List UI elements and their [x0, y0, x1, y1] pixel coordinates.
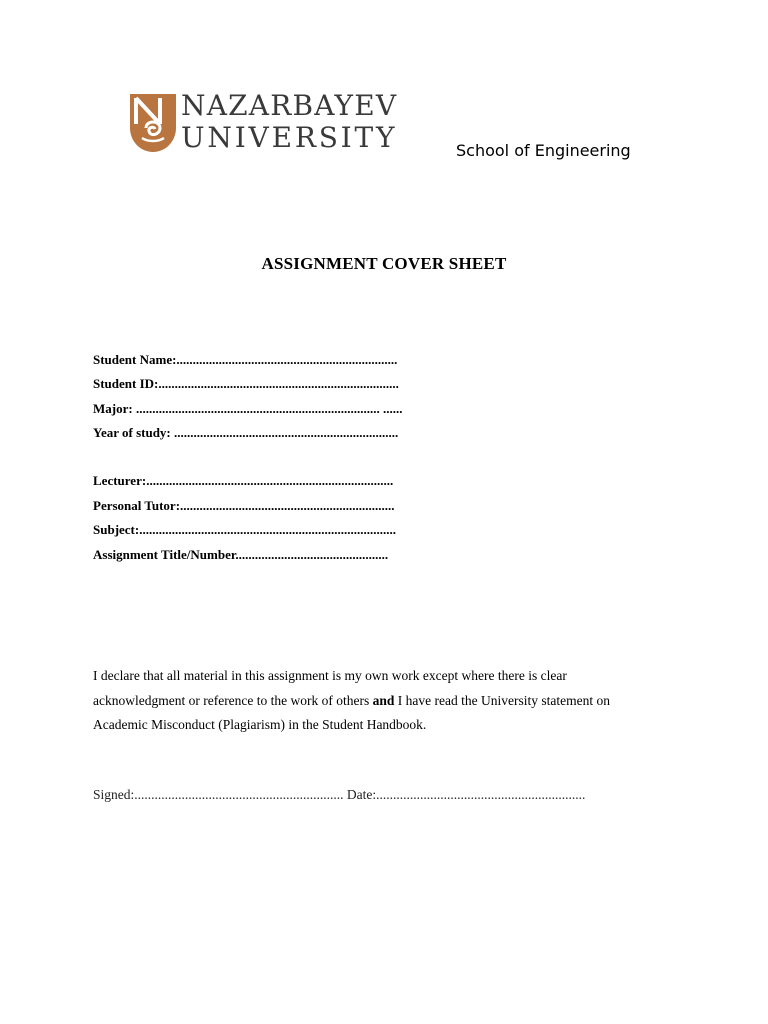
student-id-field[interactable] — [93, 376, 399, 392]
field-label: Personal Tutor: — [93, 498, 181, 513]
field-dots: ............................................................................... — [139, 522, 396, 537]
field-label: Year of study: — [93, 425, 171, 440]
student-name-field[interactable] — [93, 352, 397, 368]
field-dots: ............................................................................ — [146, 473, 394, 488]
declaration-and-bold: and — [372, 692, 395, 708]
declaration-line2-end: I have read the University statement on — [394, 692, 610, 708]
subject-field[interactable] — [93, 522, 396, 538]
signature-line — [93, 787, 585, 803]
field-label: Student ID: — [93, 376, 159, 391]
declaration-line2-start: acknowledgment or reference to the work of others — [93, 692, 373, 708]
field-dots: ..................................................................... — [170, 425, 399, 440]
lecturer-field[interactable] — [93, 473, 393, 489]
declaration-line3: Academic Misconduct (Plagiarism) in the Student Handbook. — [93, 717, 427, 732]
field-dots: .......................................................................... — [158, 376, 399, 391]
page-title: ASSIGNMENT COVER SHEET — [261, 254, 507, 273]
signed-label: Signed: — [93, 787, 135, 802]
university-name-line1: NAZARBAYEV — [181, 89, 398, 122]
school-name: School of Engineering — [456, 141, 631, 160]
field-label: Subject: — [93, 522, 140, 537]
field-dots: .................................................................... — [176, 352, 398, 367]
university-name-line2: UNIVERSITY — [181, 121, 398, 154]
field-label: Assignment Title/Number — [93, 547, 236, 562]
declaration-text — [93, 664, 693, 738]
major-field[interactable] — [93, 401, 402, 417]
declaration-line2 — [93, 689, 693, 714]
field-label: Student Name: — [93, 352, 177, 367]
personal-tutor-field[interactable] — [93, 498, 395, 514]
nazarbayev-university-logo-icon — [130, 94, 176, 152]
year-of-study-field[interactable] — [93, 425, 398, 441]
assignment-title-field[interactable] — [93, 547, 388, 563]
date-field[interactable]: .............................................................. — [376, 787, 586, 802]
field-dots: .................................................................. — [180, 498, 395, 513]
date-label: Date: — [346, 787, 377, 802]
field-label: Major: — [93, 401, 133, 416]
field-dots: ........................................................................... ...... — [132, 401, 403, 416]
signed-field[interactable]: .............................................................. — [134, 787, 344, 802]
field-label: Lecturer: — [93, 473, 147, 488]
declaration-line1: I declare that all material in this assignment is my own work except where there is clear — [93, 668, 567, 683]
field-dots: ............................................... — [235, 547, 389, 562]
